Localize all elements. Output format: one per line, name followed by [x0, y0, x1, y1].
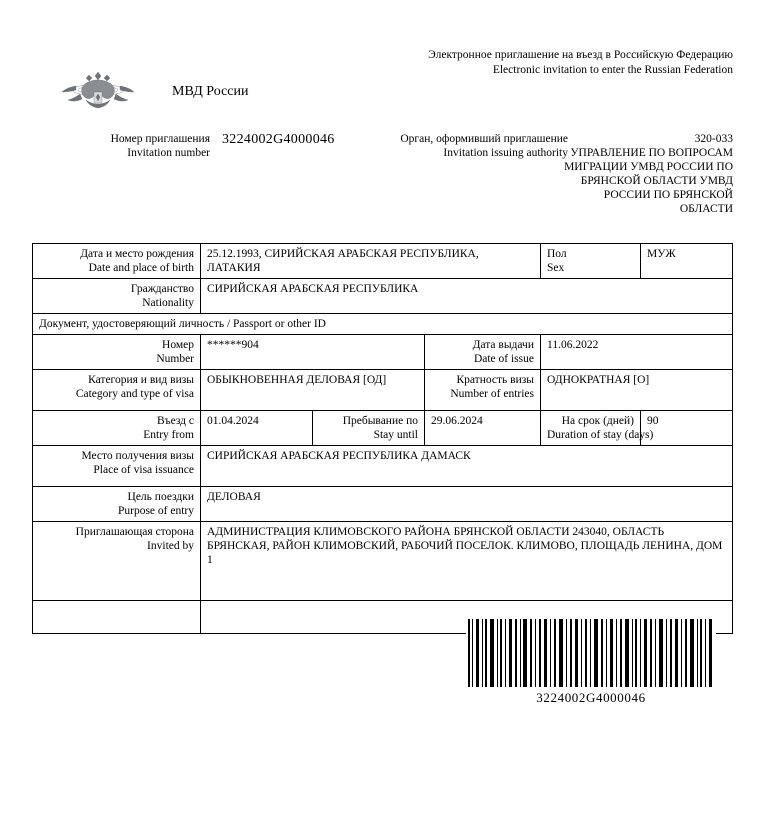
table-row-purpose	[33, 487, 733, 522]
table-row-nationality	[33, 279, 733, 314]
nationality-label	[33, 279, 201, 314]
document-title-en: Electronic invitation to enter the Russian Federation	[492, 64, 733, 76]
purpose-label	[33, 487, 201, 522]
invited-by-label-ru: Приглашающая сторона	[75, 526, 194, 538]
sex-value: МУЖ	[641, 244, 733, 279]
issuing-authority-value	[553, 132, 733, 216]
date-of-issue-label-ru: Дата выдачи	[472, 339, 534, 351]
invitation-number-label-ru: Номер приглашения	[110, 133, 210, 145]
entry-from-label-ru: Въезд с	[156, 415, 194, 427]
place-of-issuance-label-ru: Место получения визы	[81, 450, 194, 462]
document-title	[428, 48, 733, 78]
visa-category-label	[33, 370, 201, 411]
purpose-label-en: Purpose of entry	[117, 505, 194, 517]
date-of-issue-value: 11.06.2022	[541, 335, 733, 370]
invited-by-label-en: Invited by	[147, 540, 194, 552]
table-row-visa-category	[33, 370, 733, 411]
entry-from-label-en: Entry from	[143, 429, 194, 441]
stay-until-label-ru: Пребывание по	[342, 415, 418, 427]
entries-value: ОДНОКРАТНАЯ [O]	[541, 370, 733, 411]
spacer-cell-left	[33, 601, 201, 634]
place-of-issuance-value: СИРИЙСКАЯ АРАБСКАЯ РЕСПУБЛИКА ДАМАСК	[201, 446, 733, 487]
passport-section-header: Документ, удостоверяющий личность / Passport or other ID	[33, 314, 733, 335]
entries-label-en: Number of entries	[450, 388, 534, 400]
sex-label-ru: Пол	[547, 248, 567, 260]
sex-label-en: Sex	[547, 262, 565, 274]
entries-label-ru: Кратность визы	[456, 374, 534, 386]
passport-number-label	[33, 335, 201, 370]
place-of-issuance-label-en: Place of visa issuance	[93, 464, 194, 476]
invitation-number-label-en: Invitation number	[127, 147, 210, 159]
stay-until-value: 29.06.2024	[425, 411, 541, 446]
entries-label	[425, 370, 541, 411]
russian-double-eagle-emblem	[56, 64, 140, 112]
table-row-passport	[33, 335, 733, 370]
duration-label-en: Duration of stay (days)	[547, 429, 654, 441]
nationality-label-ru: Гражданство	[130, 283, 194, 295]
visa-category-label-ru: Категория и вид визы	[88, 374, 194, 386]
issuing-authority-label-ru: Орган, оформивший приглашение	[400, 133, 568, 145]
issuing-authority-label-en: Invitation issuing authority	[443, 147, 568, 159]
passport-number-label-ru: Номер	[162, 339, 194, 351]
stay-until-label	[313, 411, 425, 446]
issuing-authority-name: УПРАВЛЕНИЕ ПО ВОПРОСАМ МИГРАЦИИ УМВД РОССИИ ПО БРЯНСКОЙ ОБЛАСТИ УМВД РОССИИ ПО БРЯНСКОЙ ОБЛАСТИ	[564, 147, 733, 215]
passport-number-label-en: Number	[156, 353, 194, 365]
purpose-label-ru: Цель поездки	[127, 491, 194, 503]
table-row-place-of-issuance	[33, 446, 733, 487]
table-row-invited-by	[33, 522, 733, 601]
document-title-ru: Электронное приглашение на въезд в Российскую Федерацию	[428, 49, 733, 61]
stay-until-label-en: Stay until	[373, 429, 418, 441]
sex-label	[541, 244, 641, 279]
issuing-authority-code: 320-033	[694, 133, 733, 145]
code128-barcode	[466, 619, 716, 687]
date-of-issue-label-en: Date of issue	[473, 353, 534, 365]
invitation-number-label	[40, 132, 210, 160]
barcode-number: 3224002G4000046	[536, 690, 646, 705]
table-row-passport-header	[33, 314, 733, 335]
birth-label-en: Date and place of birth	[88, 262, 194, 274]
invited-by-value: АДМИНИСТРАЦИЯ КЛИМОВСКОГО РАЙОНА БРЯНСКОЙ ОБЛАСТИ 243040, ОБЛАСТЬ БРЯНСКАЯ, РАЙОН КЛИМОВСКИЙ, РАБОЧИЙ ПОСЕЛОК. КЛИМОВО, ПЛОЩАДЬ ЛЕНИНА, ДОМ 1	[201, 522, 733, 601]
duration-label-ru: На срок (дней)	[561, 415, 634, 427]
visa-category-label-en: Category and type of visa	[75, 388, 194, 400]
invited-by-label	[33, 522, 201, 601]
birth-value: 25.12.1993, СИРИЙСКАЯ АРАБСКАЯ РЕСПУБЛИКА, ЛАТАКИЯ	[201, 244, 541, 279]
invitation-number-value: 3224002G4000046	[222, 132, 335, 147]
invitation-form-table	[32, 243, 733, 634]
birth-label	[33, 244, 201, 279]
visa-category-value: ОБЫКНОВЕННАЯ ДЕЛОВАЯ [ОД]	[201, 370, 425, 411]
place-of-issuance-label	[33, 446, 201, 487]
table-row-birth	[33, 244, 733, 279]
date-of-issue-label	[425, 335, 541, 370]
nationality-value: СИРИЙСКАЯ АРАБСКАЯ РЕСПУБЛИКА	[201, 279, 733, 314]
entry-from-label	[33, 411, 201, 446]
barcode-area	[466, 619, 716, 706]
duration-value: 90	[641, 411, 733, 446]
ministry-label: МВД России	[172, 84, 249, 99]
passport-number-value: ******904	[201, 335, 425, 370]
table-row-entry-dates	[33, 411, 733, 446]
birth-label-ru: Дата и место рождения	[80, 248, 194, 260]
entry-from-value: 01.04.2024	[201, 411, 313, 446]
nationality-label-en: Nationality	[142, 297, 194, 309]
issuing-authority-label	[360, 132, 568, 160]
purpose-value: ДЕЛОВАЯ	[201, 487, 733, 522]
